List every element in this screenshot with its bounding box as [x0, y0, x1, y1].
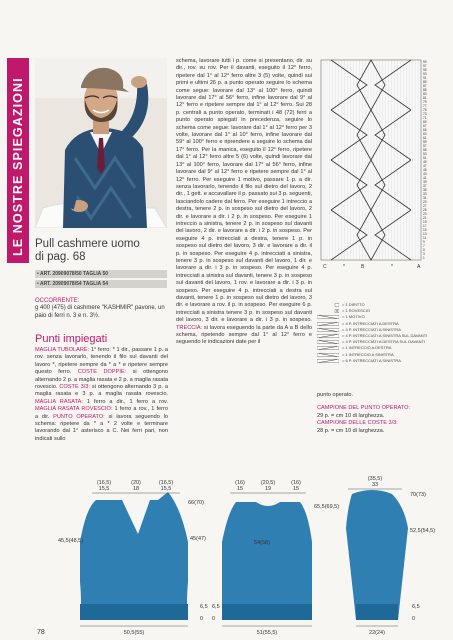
chart-row-number: 43: [423, 172, 427, 176]
chart-row-number: 11: [423, 236, 427, 240]
chart-row-number: 7: [423, 244, 425, 248]
stitch-desc: si ottengono alternando 2 p. a maglia rasata e 2 p. a maglia rasata rovescio.: [35, 369, 169, 391]
legend-label: = 4 P. INTRECCIATI A DESTRA SUL DAVANTI: [342, 339, 426, 345]
chart-column-letter: C: [323, 264, 327, 270]
front-zero: 0: [200, 616, 204, 622]
chart-row-number: 47: [423, 164, 427, 168]
chart-row-number: 57: [423, 144, 427, 148]
knitting-chart: [317, 58, 440, 280]
chart-row-number: 45: [423, 168, 427, 172]
chart-row-number: 33: [423, 192, 427, 196]
model-photo: [35, 58, 167, 228]
chart-row-number: 1: [423, 256, 425, 260]
instructions-column-1: [35, 347, 168, 443]
chart-repeat-star: *: [391, 264, 393, 270]
stitch-desc: si lavora seguendo lo schema: ripetere da * a * 2 volte e terminare lavorando dal 1° asterisco a C. Nei ferri pari, non indicati sullo: [35, 413, 168, 442]
front-side: 45,5(48,5): [58, 538, 84, 544]
chart-row-number: 29: [423, 200, 427, 204]
garment-schematics: [0, 472, 453, 640]
front-rib: 6,5: [200, 604, 208, 610]
chart-row-number: 35: [423, 188, 427, 192]
legend-symbol-icon: [317, 315, 339, 319]
sleeve-mid: 52,5(54,5): [410, 528, 436, 534]
chart-row-number: 41: [423, 176, 427, 180]
sleeve-rib: 6,5: [412, 604, 420, 610]
sleeve-bottom: 22(24): [369, 630, 385, 636]
sleeve-top-b: 33: [371, 482, 379, 488]
chart-row-number: 5: [423, 248, 425, 252]
front-top-3b: 15,5: [160, 486, 172, 492]
chart-row-number: 9: [423, 240, 425, 244]
back-top-3a: (16): [291, 480, 301, 486]
gauge-rib: 28 p. = cm 10 di larghezza.: [317, 427, 385, 434]
chart-row-number: 81: [423, 96, 427, 100]
chart-row-number: 3: [423, 252, 425, 256]
sleeve-top-a: (35,5): [367, 476, 383, 482]
chart-row-number: 83: [423, 92, 427, 96]
front-top-1a: (16,5): [96, 480, 112, 486]
chart-row-number: 13: [423, 232, 427, 236]
gauge-pattern: 29 p. = cm 10 di larghezza.: [317, 412, 385, 419]
back-top-3b: 15: [292, 486, 300, 492]
chart-repeat-star: *: [343, 264, 345, 270]
gauge-heading-pattern: CAMPIONE DEL PUNTO OPERATO:: [317, 405, 411, 412]
chart-row-number: 95: [423, 68, 427, 72]
chart-row-number: 91: [423, 76, 427, 80]
back-top-1a: (16): [235, 480, 245, 486]
chart-row-number: 21: [423, 216, 427, 220]
legend-symbol-icon: [317, 322, 339, 326]
chart-row-number: 75: [423, 108, 427, 112]
legend-label: = 1 INTRECCIO A SINISTRA: [342, 351, 394, 357]
back-top-1b: 15: [236, 486, 244, 492]
chart-column-letter: A: [417, 264, 421, 270]
back-armhole: 54(58): [254, 540, 270, 546]
article-code-50: • ART. 20909078/50 TAGLIA 50: [35, 270, 167, 278]
chart-row-number: 17: [423, 224, 427, 228]
stitch-name: MAGLIA RASATA ROVESCIO:: [35, 406, 113, 413]
stitch-desc: 1° ferro: * 1 dir., passare 1 p. a rov. senza lavorarlo, tenendo il filo sul davanti del lavoro *, ripetere sempre da * a * e ripetere sempre questo ferro.: [35, 347, 168, 376]
stitch-name: MAGLIA RASATA:: [35, 398, 83, 405]
chart-row-number: 39: [423, 180, 427, 184]
chart-row-number: 67: [423, 124, 427, 128]
chart-row-number: 37: [423, 184, 427, 188]
column-3-intro: punto operato.: [317, 392, 354, 398]
legend-symbol-icon: [317, 340, 339, 344]
back-top-2b: 19: [264, 486, 272, 492]
legend-symbol-icon: [317, 359, 339, 363]
title-line-2: di pag. 68: [35, 251, 86, 263]
legend-label: = 1 DIRITTO: [342, 302, 365, 307]
title-line-1: Pull cashmere uomo: [35, 238, 140, 250]
model-illustration: [35, 58, 167, 228]
chart-row-number: 65: [423, 128, 427, 132]
chart-row-number: 49: [423, 160, 427, 164]
back-zero: 0: [212, 616, 216, 622]
legend-label: = 4 P. INTRECCIATI A DESTRA: [342, 320, 399, 326]
back-schematic: [212, 480, 339, 636]
front-armhole: 45(47): [190, 536, 206, 542]
stitch-desc: 1 ferro a rov., 1 ferro a dir.: [35, 406, 169, 420]
legend-item: [317, 358, 441, 364]
stitches-heading: Punti impiegati: [35, 333, 108, 345]
chart-row-number: 55: [423, 148, 427, 152]
stitch-name: MAGLIA TUBOLARE:: [35, 347, 90, 353]
back-height: 65,5(69,5): [314, 504, 340, 510]
instructions-text: schema, lavorare tutti i p. come si presentano, dir. su dir., rov. su rov. Per il davanti, eseguito il 12° ferro, ripetere dal 1° al 12° ferro altre 3 (5) volte, quindi sui primi e ultimi 26 p. a punto operato seguire lo schema come segue: lavorare dal 13° al 100° ferro, quindi lavorare dal 17° al 56° ferro, infine lavorare dal 9° al 12° ferro e ripetere sempre dal 1° al 12° ferro. Sui 28 p. centrali a punto operato, terminati i 48 (72) ferri a punto operato spiegati in precedenza, seguire lo schema come segue: lavorare dal 1° al 12° ferro per 3 volte, lavorare dal 1° al 10° ferro, infine lavorare dal 59° al 100° ferro e riprendere a seguire lo schema dal 17° ferro. Per la manica, eseguito il 12° ferro, ripetere dal 1° al 12° ferro altre 5 (6) volte, quindi lavorare dal 13° al 100° ferro, lavorare dal 17° al 56° ferro, infine lavorare dal 9° al 12° ferro e ripetere sempre dal 1° al 12° ferro. Per eseguire 1 motivo, passare 1 p. a dir. senza lavorarlo, tenendo il filo sul dietro del lavoro, 2 dir., 1 gett. e accavallare il p. passato sui 3 p. seguenti, lasciandolo cadere dal ferro. Per eseguire 1 intreccio a destra, tenere 2 p. in sospeso sul dietro del lavoro, 2 dir. e lavorare a dir. i 2 p. in sospeso. Per eseguire 1 intreccio a sinistra, tenere 2 p. in sospeso sul davanti del lavoro, 2 dir. e lavorare a dir. i 2 p. in sospeso. Per eseguire 4 p. intrecciati a destra, tenere 1 p. in sospeso sul dietro del lavoro, 3 dir. e lavorare a dir. il p. in sospeso. Per eseguire 4 p. intrecciati a sinistra, tenere 3 p. in sospeso sul davanti del lavoro, 1 dir. e lavorare a dir. i 3 p. in sospeso. Per eseguire 4 p. intrecciati a sinistra sul davanti, tenere 3 p. in sospeso sul davanti del lavoro, 1 rov. e lavorare a dir. i 3 p. in sospeso. Per eseguire 4 p. intrecciati a destra sul davanti, tenere 1 p. in sospeso sul dietro del lavoro, 3 dir. e lavorare a rov. il p. in sospeso. Per eseguire 6 p. intrecciati a sinistra tenere 3 p. in sospeso sul davanti del lavoro, 3 dir. e lavorare a dir. i 3 p. in sospeso.: [176, 58, 312, 324]
front-bottom: 50,5(55): [123, 630, 145, 636]
chart-legend: [317, 302, 441, 364]
back-top-2a: (20,5): [260, 480, 276, 486]
stitch-desc: si lavora eseguendo la parte da A a B dello schema, ripetendo sempre dal 1° al 12° ferro e seguendo le indicazioni date per il: [176, 324, 312, 346]
sleeve-schematic: [346, 476, 435, 636]
legend-label: = 4 P. INTRECCIATI A SINISTRA SUL DAVANTI: [342, 332, 428, 338]
stitch-desc: 1 ferro a dir., 1 ferro a rov.: [82, 398, 168, 405]
legend-symbol-icon: [317, 328, 339, 332]
gauge-heading-rib: CAMPIONE DELLE COSTE 3/3:: [317, 420, 398, 427]
pattern-title: [35, 238, 140, 264]
chart-row-number: 79: [423, 100, 427, 104]
chart-row-number: 71: [423, 116, 427, 120]
chart-row-number: 53: [423, 152, 427, 156]
stitch-name: COSTE 3/3:: [59, 384, 90, 391]
back-bottom: 51(55,5): [256, 630, 278, 636]
legend-symbol-icon: [317, 303, 339, 307]
chart-column-letter: B: [361, 264, 365, 270]
front-schematic: [58, 480, 208, 636]
legend-symbol-icon: [317, 346, 339, 350]
legend-label: = 1 MOTIVO: [342, 314, 365, 320]
legend-label: = 1 INTRECCIO A DESTRA: [342, 345, 392, 351]
legend-label: = 6 P. INTRECCIATI A SINISTRA: [342, 357, 401, 363]
instructions-column-2: [176, 58, 312, 347]
chart-row-number: 85: [423, 88, 427, 92]
legend-symbol-icon: [317, 309, 339, 313]
chart-row-number: 93: [423, 72, 427, 76]
legend-label: = 1 ROVESCIO: [342, 308, 370, 314]
stitch-desc: si ottengono alternando 3 p. a maglia rasata e 3 p. a maglia rasata rovescio.: [35, 384, 168, 398]
legend-symbol-icon: [317, 353, 339, 357]
materials-heading: OCCORRENTE:: [35, 298, 80, 304]
stitch-name: COSTE DOPPIE:: [77, 369, 127, 376]
chart-row-number: 89: [423, 80, 427, 84]
chart-row-number: 63: [423, 132, 427, 136]
chart-row-number: 69: [423, 120, 427, 124]
back-rib: 6,5: [212, 604, 220, 610]
front-top-1b: 15,5: [98, 486, 110, 492]
chart-row-number: 23: [423, 212, 427, 216]
front-top-3a: (16,5): [158, 480, 174, 486]
instructions-column-3: [317, 392, 440, 435]
sleeve-zero: 0: [412, 616, 416, 622]
chart-row-number: 97: [423, 64, 427, 68]
stitch-name: TRECCIA:: [176, 324, 203, 331]
page-number: 78: [37, 629, 45, 636]
legend-label: = 4 P. INTRECCIATI A SINISTRA: [342, 326, 401, 332]
chart-row-number: 31: [423, 196, 427, 200]
chart-row-number: 51: [423, 156, 427, 160]
chart-row-number: 73: [423, 112, 427, 116]
chart-row-number: 27: [423, 204, 427, 208]
chart-row-number: 59: [423, 140, 427, 144]
chart-row-number: 61: [423, 136, 427, 140]
chart-row-number: 87: [423, 84, 427, 88]
section-label: LE NOSTRE SPIEGAZIONI: [11, 77, 25, 256]
chart-row-number: 99: [423, 60, 427, 64]
chart-row-number: 77: [423, 104, 427, 108]
chart-row-number: 19: [423, 220, 427, 224]
front-height: 66(70): [188, 500, 204, 506]
article-code-54: • ART. 20909078/54 TAGLIA 54: [35, 280, 167, 288]
sleeve-height: 70(73): [410, 492, 426, 498]
chart-row-number: 15: [423, 228, 427, 232]
materials-text: g 400 (475) di cashmere "KASHMIR" pavone, un paio di ferri n. 3 e n. 3½.: [35, 305, 165, 319]
legend-symbol-icon: [317, 334, 339, 338]
front-top-2a: (20): [131, 480, 141, 486]
front-top-2b: 18: [132, 486, 140, 492]
chart-row-number: 25: [423, 208, 427, 212]
stitch-name: PUNTO OPERATO:: [53, 413, 105, 420]
